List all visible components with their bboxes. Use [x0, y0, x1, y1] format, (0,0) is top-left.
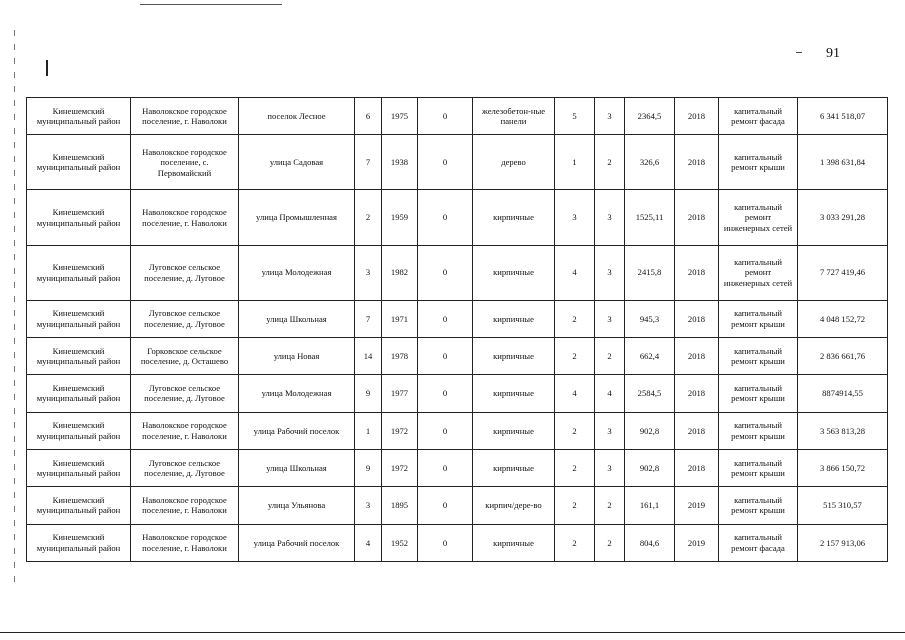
street-cell: улица Рабочий поселок	[239, 412, 355, 449]
work-type-cell: капитальный ремонт крыши	[719, 135, 798, 190]
entrances-cell: 4	[595, 375, 625, 412]
street-cell: улица Новая	[239, 338, 355, 375]
table-row	[27, 338, 888, 375]
area-cell: 902,8	[625, 449, 675, 486]
zero-value-cell: 0	[418, 524, 473, 561]
table-row	[27, 98, 888, 135]
build-year-cell: 1959	[382, 190, 418, 245]
district-cell: Кинешемский муниципальный район	[27, 338, 131, 375]
wall-material-cell: кирпичные	[473, 524, 555, 561]
capital-repair-table	[26, 97, 888, 562]
floors-cell: 4	[555, 245, 595, 300]
plan-year-cell: 2018	[675, 375, 719, 412]
cost-cell: 8874914,55	[798, 375, 888, 412]
wall-material-cell: кирпичные	[473, 190, 555, 245]
work-type-cell: капитальный ремонт крыши	[719, 300, 798, 337]
street-cell: поселок Лесное	[239, 98, 355, 135]
plan-year-cell: 2018	[675, 190, 719, 245]
cost-cell: 2 836 661,76	[798, 338, 888, 375]
entrances-cell: 2	[595, 524, 625, 561]
floors-cell: 1	[555, 135, 595, 190]
floors-cell: 3	[555, 190, 595, 245]
cost-cell: 6 341 518,07	[798, 98, 888, 135]
house-number-cell: 6	[355, 98, 382, 135]
district-cell: Кинешемский муниципальный район	[27, 449, 131, 486]
area-cell: 2415,8	[625, 245, 675, 300]
house-number-cell: 3	[355, 245, 382, 300]
entrances-cell: 2	[595, 487, 625, 524]
area-cell: 2584,5	[625, 375, 675, 412]
zero-value-cell: 0	[418, 487, 473, 524]
work-type-cell: капитальный ремонт крыши	[719, 375, 798, 412]
work-type-cell: капитальный ремонт фасада	[719, 98, 798, 135]
build-year-cell: 1978	[382, 338, 418, 375]
wall-material-cell: железобетон-ные панели	[473, 98, 555, 135]
build-year-cell: 1895	[382, 487, 418, 524]
settlement-cell: Наволокское городское поселение, г. Наволоки	[131, 98, 239, 135]
house-number-cell: 3	[355, 487, 382, 524]
district-cell: Кинешемский муниципальный район	[27, 412, 131, 449]
zero-value-cell: 0	[418, 98, 473, 135]
street-cell: улица Ульянова	[239, 487, 355, 524]
zero-value-cell: 0	[418, 245, 473, 300]
build-year-cell: 1982	[382, 245, 418, 300]
house-number-cell: 4	[355, 524, 382, 561]
house-number-cell: 1	[355, 412, 382, 449]
cost-cell: 3 563 813,28	[798, 412, 888, 449]
settlement-cell: Луговское сельское поселение, д. Луговое	[131, 449, 239, 486]
settlement-cell: Наволокское городское поселение, г. Наволоки	[131, 190, 239, 245]
floors-cell: 2	[555, 524, 595, 561]
entrances-cell: 3	[595, 449, 625, 486]
area-cell: 2364,5	[625, 98, 675, 135]
house-number-cell: 9	[355, 375, 382, 412]
entrances-cell: 3	[595, 245, 625, 300]
cost-cell: 3 033 291,28	[798, 190, 888, 245]
entrances-cell: 3	[595, 98, 625, 135]
plan-year-cell: 2018	[675, 338, 719, 375]
settlement-cell: Наволокское городское поселение, г. Наволоки	[131, 487, 239, 524]
table-row	[27, 135, 888, 190]
area-cell: 902,8	[625, 412, 675, 449]
settlement-cell: Наволокское городское поселение, с. Первомайский	[131, 135, 239, 190]
floors-cell: 2	[555, 412, 595, 449]
entrances-cell: 3	[595, 300, 625, 337]
wall-material-cell: кирпичные	[473, 375, 555, 412]
street-cell: улица Школьная	[239, 449, 355, 486]
table-body	[27, 98, 888, 562]
district-cell: Кинешемский муниципальный район	[27, 524, 131, 561]
build-year-cell: 1972	[382, 412, 418, 449]
house-number-cell: 2	[355, 190, 382, 245]
scan-artifact-right-dash	[796, 52, 802, 53]
cost-cell: 1 398 631,84	[798, 135, 888, 190]
scan-artifact-top-line	[140, 4, 282, 5]
area-cell: 945,3	[625, 300, 675, 337]
entrances-cell: 2	[595, 338, 625, 375]
work-type-cell: капитальный ремонт инженерных сетей	[719, 245, 798, 300]
floors-cell: 5	[555, 98, 595, 135]
district-cell: Кинешемский муниципальный район	[27, 245, 131, 300]
work-type-cell: капитальный ремонт крыши	[719, 412, 798, 449]
area-cell: 161,1	[625, 487, 675, 524]
work-type-cell: капитальный ремонт фасада	[719, 524, 798, 561]
wall-material-cell: дерево	[473, 135, 555, 190]
wall-material-cell: кирпичные	[473, 245, 555, 300]
table-row	[27, 300, 888, 337]
scan-artifact-left-mark	[46, 60, 48, 76]
settlement-cell: Луговское сельское поселение, д. Луговое	[131, 375, 239, 412]
scan-artifact-left-edge	[14, 30, 15, 590]
wall-material-cell: кирпич/дере-во	[473, 487, 555, 524]
wall-material-cell: кирпичные	[473, 338, 555, 375]
plan-year-cell: 2018	[675, 449, 719, 486]
street-cell: улица Молодежная	[239, 245, 355, 300]
table-row	[27, 190, 888, 245]
cost-cell: 7 727 419,46	[798, 245, 888, 300]
wall-material-cell: кирпичные	[473, 449, 555, 486]
work-type-cell: капитальный ремонт крыши	[719, 449, 798, 486]
build-year-cell: 1938	[382, 135, 418, 190]
scan-artifact-bottom-line	[0, 632, 905, 633]
work-type-cell: капитальный ремонт крыши	[719, 338, 798, 375]
house-number-cell: 7	[355, 300, 382, 337]
table-row	[27, 375, 888, 412]
entrances-cell: 3	[595, 190, 625, 245]
district-cell: Кинешемский муниципальный район	[27, 190, 131, 245]
plan-year-cell: 2018	[675, 245, 719, 300]
table-row	[27, 449, 888, 486]
cost-cell: 3 866 150,72	[798, 449, 888, 486]
street-cell: улица Школьная	[239, 300, 355, 337]
floors-cell: 2	[555, 300, 595, 337]
zero-value-cell: 0	[418, 375, 473, 412]
district-cell: Кинешемский муниципальный район	[27, 135, 131, 190]
table-row	[27, 412, 888, 449]
floors-cell: 2	[555, 338, 595, 375]
build-year-cell: 1977	[382, 375, 418, 412]
entrances-cell: 2	[595, 135, 625, 190]
zero-value-cell: 0	[418, 135, 473, 190]
house-number-cell: 14	[355, 338, 382, 375]
district-cell: Кинешемский муниципальный район	[27, 300, 131, 337]
house-number-cell: 9	[355, 449, 382, 486]
settlement-cell: Горковское сельское поселение, д. Осташево	[131, 338, 239, 375]
page-number: 91	[826, 46, 840, 61]
street-cell: улица Садовая	[239, 135, 355, 190]
entrances-cell: 3	[595, 412, 625, 449]
street-cell: улица Рабочий поселок	[239, 524, 355, 561]
plan-year-cell: 2018	[675, 412, 719, 449]
cost-cell: 4 048 152,72	[798, 300, 888, 337]
cost-cell: 2 157 913,06	[798, 524, 888, 561]
area-cell: 326,6	[625, 135, 675, 190]
build-year-cell: 1971	[382, 300, 418, 337]
area-cell: 804,6	[625, 524, 675, 561]
work-type-cell: капитальный ремонт крыши	[719, 487, 798, 524]
plan-year-cell: 2018	[675, 300, 719, 337]
build-year-cell: 1952	[382, 524, 418, 561]
street-cell: улица Молодежная	[239, 375, 355, 412]
settlement-cell: Луговское сельское поселение, д. Луговое	[131, 300, 239, 337]
floors-cell: 4	[555, 375, 595, 412]
cost-cell: 515 310,57	[798, 487, 888, 524]
work-type-cell: капитальный ремонт инженерных сетей	[719, 190, 798, 245]
settlement-cell: Наволокское городское поселение, г. Наволоки	[131, 412, 239, 449]
floors-cell: 2	[555, 487, 595, 524]
area-cell: 662,4	[625, 338, 675, 375]
zero-value-cell: 0	[418, 190, 473, 245]
district-cell: Кинешемский муниципальный район	[27, 98, 131, 135]
settlement-cell: Наволокское городское поселение, г. Наволоки	[131, 524, 239, 561]
table-row	[27, 245, 888, 300]
table-row	[27, 524, 888, 561]
build-year-cell: 1975	[382, 98, 418, 135]
district-cell: Кинешемский муниципальный район	[27, 375, 131, 412]
plan-year-cell: 2018	[675, 98, 719, 135]
house-number-cell: 7	[355, 135, 382, 190]
floors-cell: 2	[555, 449, 595, 486]
plan-year-cell: 2018	[675, 135, 719, 190]
zero-value-cell: 0	[418, 300, 473, 337]
wall-material-cell: кирпичные	[473, 300, 555, 337]
zero-value-cell: 0	[418, 412, 473, 449]
build-year-cell: 1972	[382, 449, 418, 486]
table-row	[27, 487, 888, 524]
area-cell: 1525,11	[625, 190, 675, 245]
settlement-cell: Луговское сельское поселение, д. Луговое	[131, 245, 239, 300]
plan-year-cell: 2019	[675, 487, 719, 524]
street-cell: улица Промышленная	[239, 190, 355, 245]
wall-material-cell: кирпичные	[473, 412, 555, 449]
district-cell: Кинешемский муниципальный район	[27, 487, 131, 524]
zero-value-cell: 0	[418, 338, 473, 375]
plan-year-cell: 2019	[675, 524, 719, 561]
zero-value-cell: 0	[418, 449, 473, 486]
